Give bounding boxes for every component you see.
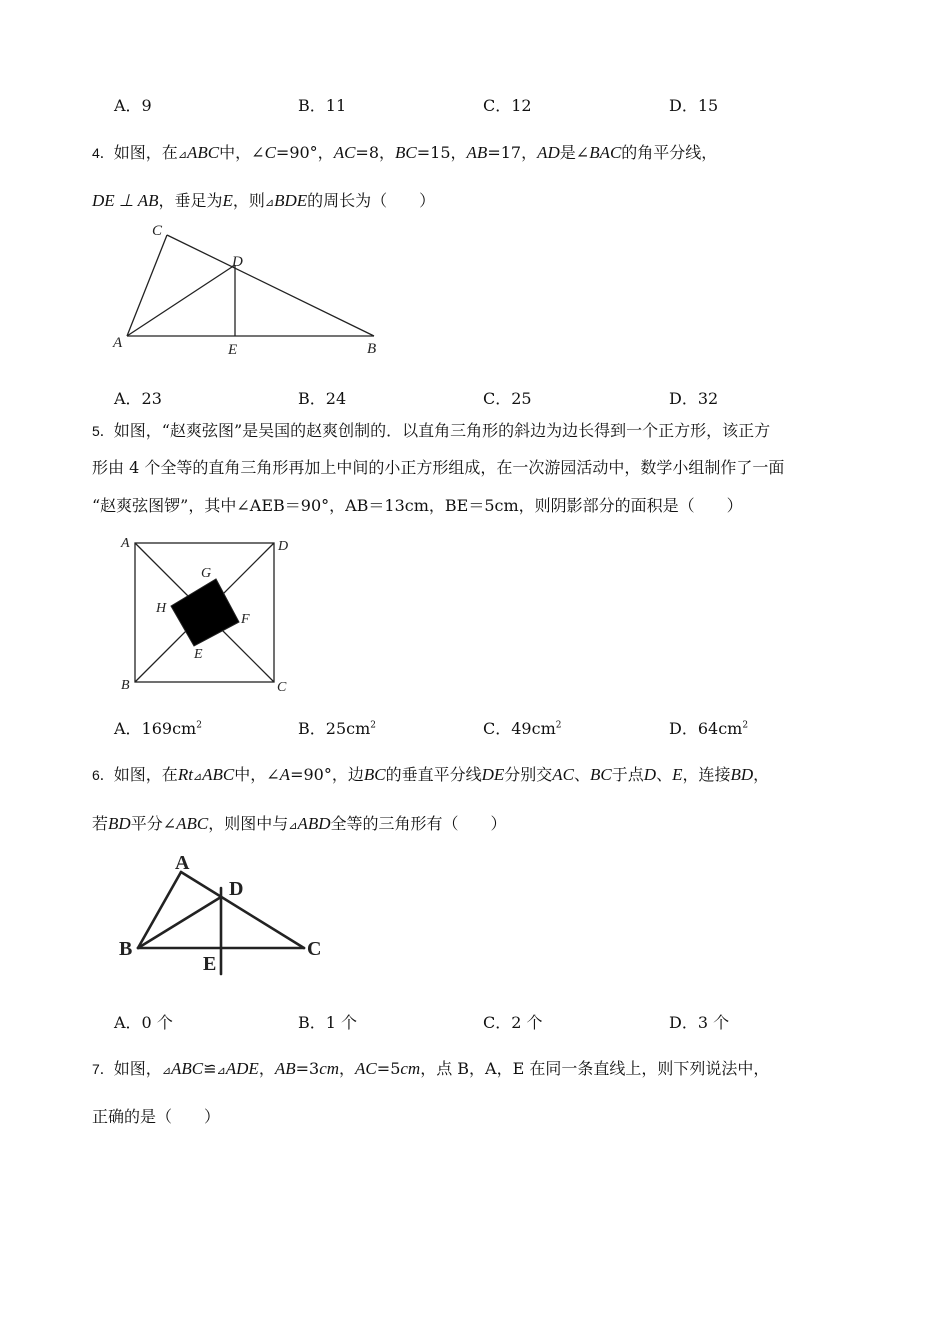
q6-figure <box>115 850 330 980</box>
q6-option-c[interactable]: C．2 个 <box>483 1013 543 1032</box>
q4-segment-ad <box>127 265 235 336</box>
q7-stem-line2: 正确的是（ ） <box>92 1107 221 1126</box>
q4-option-b[interactable]: B．24 <box>298 389 347 408</box>
q4-stem-line1: 4．如图，在⊿ABC中，∠C=90°，AC=8，BC=15，AB=17，AD是∠BAC的角平分线， <box>92 143 718 162</box>
q5-label-c: C <box>277 680 287 695</box>
q5-stem-line3: “赵爽弦图锣”，其中∠AEB＝90°，AB＝13cm，BE＝5cm，则阴影部分的面积是（ ） <box>92 496 743 515</box>
q5-label-g: G <box>201 566 212 581</box>
q5-option-c[interactable]: C．$49cm^2$ <box>483 719 562 738</box>
q6-label-e: E <box>203 953 217 975</box>
q4-label-a: A <box>113 335 123 351</box>
q6-label-b: B <box>119 938 133 960</box>
q4-option-a[interactable]: A．23 <box>114 389 162 408</box>
q4-figure <box>108 220 388 360</box>
q5-label-e: E <box>194 647 203 662</box>
q7-number: 7． <box>92 1061 114 1077</box>
q4-label-e: E <box>228 342 238 358</box>
q5-label-d: D <box>278 539 289 554</box>
q5-number: 5． <box>92 423 114 439</box>
q6-option-b[interactable]: B．1 个 <box>298 1013 358 1032</box>
q6-segment-bd <box>138 897 221 948</box>
q6-stem-line1: 6．如图，在Rt⊿ABC中，∠A=90°，边BC的垂直平分线DE分别交AC、BC于点D、E，连接BD， <box>92 765 770 784</box>
q5-label-h: H <box>156 601 167 616</box>
q4-number: 4． <box>92 145 114 161</box>
q5-option-a[interactable]: A．$169cm^2$ <box>114 719 202 738</box>
q5-label-b: B <box>121 678 130 693</box>
q4-label-c: C <box>152 223 163 239</box>
q6-stem-line2: 若BD平分∠ABC，则图中与⊿ABD全等的三角形有（ ） <box>92 814 507 833</box>
q4-option-c[interactable]: C．25 <box>483 389 532 408</box>
q4-segment-ca <box>127 235 167 336</box>
q5-option-b[interactable]: B．$25cm^2$ <box>298 719 376 738</box>
q6-label-d: D <box>229 878 244 900</box>
q3-option-d[interactable]: D．15 <box>669 96 719 115</box>
q3-option-a[interactable]: A．9 <box>114 96 152 115</box>
q5-option-d[interactable]: D．$64cm^2$ <box>669 719 749 738</box>
q5-figure <box>115 533 295 695</box>
q6-segment-ab <box>138 872 181 948</box>
q4-segment-cb <box>167 235 374 336</box>
q6-option-d[interactable]: D．3 个 <box>669 1013 730 1032</box>
q3-option-c[interactable]: C．12 <box>483 96 532 115</box>
q5-label-f: F <box>241 612 250 627</box>
q6-number: 6． <box>92 767 114 783</box>
q3-option-b[interactable]: B．11 <box>298 96 347 115</box>
q4-option-d[interactable]: D．32 <box>669 389 719 408</box>
q4-label-b: B <box>367 341 377 357</box>
q5-stem-line1: 5．如图，“赵爽弦图”是吴国的赵爽创制的．以直角三角形的斜边为边长得到一个正方形，该正方 <box>92 421 771 440</box>
q4-stem-line2: DE ⊥ AB，垂足为E，则⊿BDE的周长为（ ） <box>92 191 436 210</box>
q6-option-a[interactable]: A．0 个 <box>114 1013 173 1032</box>
q5-label-a: A <box>121 536 130 551</box>
q7-stem-line1: 7．如图，⊿ABC≌⊿ADE，AB=3cm，AC=5cm，点 B，A，E 在同一条直线上，则下列说法中， <box>92 1059 770 1078</box>
q4-label-d: D <box>232 254 243 270</box>
q6-label-a: A <box>175 852 190 874</box>
q5-stem-line2: 形由 4 个全等的直角三角形再加上中间的小正方形组成，在一次游园活动中，数学小组制作了一面 <box>92 458 785 477</box>
q6-label-c: C <box>307 938 322 960</box>
